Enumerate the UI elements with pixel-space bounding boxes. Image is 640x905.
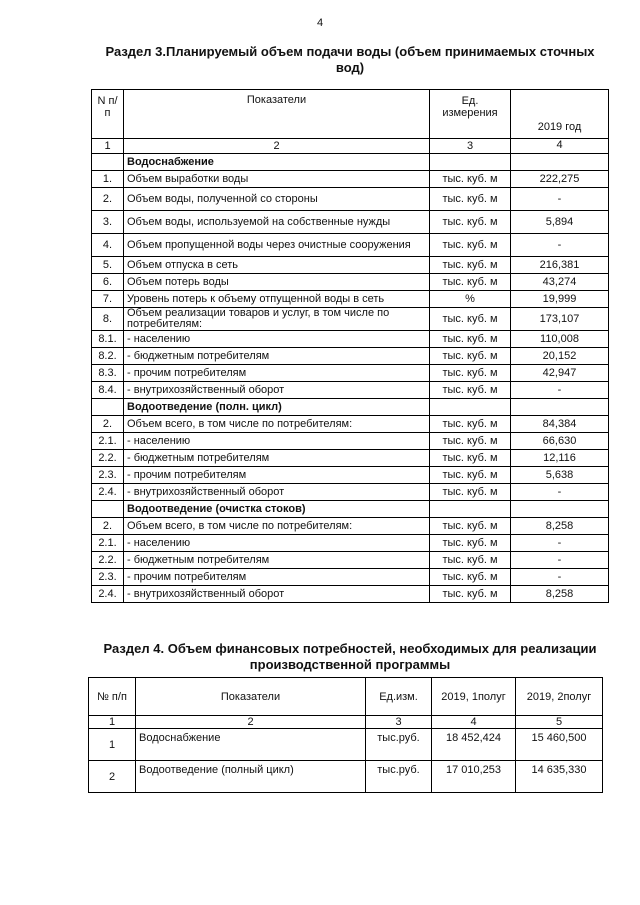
row-number (92, 399, 124, 416)
section-row (92, 399, 609, 416)
row-indicator: Водоснабжение (124, 154, 430, 171)
header-year: 2019 год (511, 90, 609, 139)
row-indicator: - прочим потребителям (124, 569, 430, 586)
page-number: 4 (316, 17, 324, 29)
col-number: 3 (366, 716, 432, 729)
financial-needs-table (88, 677, 603, 793)
row-second-half: 15 460,500 (516, 729, 603, 761)
row-value: - (511, 535, 609, 552)
col-number: 1 (89, 716, 136, 729)
table-row (92, 382, 609, 399)
row-indicator: - внутрихозяйственный оборот (124, 484, 430, 501)
header-first-half: 2019, 1полуг (432, 678, 516, 716)
row-number: 3. (92, 211, 124, 234)
row-value: - (511, 552, 609, 569)
row-number: 2.1. (92, 433, 124, 450)
row-indicator: Уровень потерь к объему отпущенной воды в сеть (124, 291, 430, 308)
header-num: N п/п (92, 90, 124, 139)
row-number: 2.1. (92, 535, 124, 552)
col-number: 2 (136, 716, 366, 729)
row-unit: тыс. куб. м (430, 365, 511, 382)
row-indicator: - внутрихозяйственный оборот (124, 382, 430, 399)
row-value: 43,274 (511, 274, 609, 291)
row-indicator: - прочим потребителям (124, 365, 430, 382)
table-row (92, 211, 609, 234)
row-first-half: 17 010,253 (432, 761, 516, 793)
table-row (92, 365, 609, 382)
row-value: 222,275 (511, 171, 609, 188)
table-row (92, 467, 609, 484)
row-value: - (511, 234, 609, 257)
table-row (92, 331, 609, 348)
row-number: 2.4. (92, 484, 124, 501)
row-unit: тыс. куб. м (430, 433, 511, 450)
row-unit: тыс. куб. м (430, 552, 511, 569)
row-number: 2.3. (92, 467, 124, 484)
row-indicator: - населению (124, 535, 430, 552)
row-number: 2. (92, 518, 124, 535)
header-unit: Ед. измерения (430, 90, 511, 139)
row-indicator: - бюджетным потребителям (124, 348, 430, 365)
row-unit: тыс. куб. м (430, 188, 511, 211)
row-value: - (511, 382, 609, 399)
row-value (511, 501, 609, 518)
header-second-half: 2019, 2полуг (516, 678, 603, 716)
row-number: 4. (92, 234, 124, 257)
col-number: 3 (430, 139, 511, 154)
col-number: 5 (516, 716, 603, 729)
table-row (92, 348, 609, 365)
table-row (92, 308, 609, 331)
row-unit: тыс. куб. м (430, 308, 511, 331)
row-unit: тыс. куб. м (430, 348, 511, 365)
row-number: 2. (92, 188, 124, 211)
row-value: 8,258 (511, 518, 609, 535)
row-value (511, 154, 609, 171)
row-number: 8.4. (92, 382, 124, 399)
row-unit: тыс. куб. м (430, 171, 511, 188)
row-indicator: - населению (124, 433, 430, 450)
row-indicator: Объем отпуска в сеть (124, 257, 430, 274)
table-row (92, 518, 609, 535)
row-unit: тыс. куб. м (430, 274, 511, 291)
col-number: 1 (92, 139, 124, 154)
row-unit: % (430, 291, 511, 308)
row-number: 8.3. (92, 365, 124, 382)
table-row (92, 484, 609, 501)
row-unit: тыс. куб. м (430, 257, 511, 274)
row-number: 7. (92, 291, 124, 308)
row-number: 2.2. (92, 552, 124, 569)
row-number: 2 (89, 761, 136, 793)
row-unit (430, 399, 511, 416)
table-row (89, 761, 603, 793)
row-number: 2. (92, 416, 124, 433)
row-indicator: Объем пропущенной воды через очистные сооружения (124, 234, 430, 257)
row-unit: тыс.руб. (366, 761, 432, 793)
row-indicator: Объем всего, в том числе по потребителям: (124, 518, 430, 535)
row-unit (430, 154, 511, 171)
row-value: 42,947 (511, 365, 609, 382)
section4-title: Раздел 4. Объем финансовых потребностей, необходимых для реализации производственной программы (103, 641, 597, 672)
row-second-half: 14 635,330 (516, 761, 603, 793)
row-unit (430, 501, 511, 518)
row-value: - (511, 484, 609, 501)
section-row (92, 501, 609, 518)
header-num: № п/п (89, 678, 136, 716)
table-row (92, 291, 609, 308)
row-indicator: Объем воды, полученной со стороны (124, 188, 430, 211)
row-number (92, 501, 124, 518)
row-value: 19,999 (511, 291, 609, 308)
row-indicator: Водоснабжение (136, 729, 366, 761)
row-unit: тыс. куб. м (430, 416, 511, 433)
row-value: - (511, 569, 609, 586)
row-unit: тыс. куб. м (430, 234, 511, 257)
row-unit: тыс. куб. м (430, 518, 511, 535)
row-unit: тыс. куб. м (430, 535, 511, 552)
header-indicator: Показатели (136, 678, 366, 716)
row-number: 1 (89, 729, 136, 761)
row-value: 173,107 (511, 308, 609, 331)
row-indicator: Объем воды, используемой на собственные нужды (124, 211, 430, 234)
row-number: 5. (92, 257, 124, 274)
row-number: 6. (92, 274, 124, 291)
table-row (92, 450, 609, 467)
row-value: 5,894 (511, 211, 609, 234)
row-unit: тыс. куб. м (430, 467, 511, 484)
row-indicator: - бюджетным потребителям (124, 552, 430, 569)
col-number: 2 (124, 139, 430, 154)
table-row (92, 234, 609, 257)
row-value: 216,381 (511, 257, 609, 274)
row-value (511, 399, 609, 416)
row-indicator: Объем выработки воды (124, 171, 430, 188)
table-row (92, 188, 609, 211)
water-volume-table (91, 89, 609, 603)
row-indicator: Объем всего, в том числе по потребителям: (124, 416, 430, 433)
row-number: 8.1. (92, 331, 124, 348)
row-unit: тыс. куб. м (430, 484, 511, 501)
col-number: 4 (511, 139, 609, 154)
table-row (92, 257, 609, 274)
row-indicator: Водоотведение (полн. цикл) (124, 399, 430, 416)
row-value: 12,116 (511, 450, 609, 467)
section3-title: Раздел 3.Планируемый объем подачи воды (объем принимаемых сточных вод) (105, 44, 595, 75)
row-unit: тыс. куб. м (430, 331, 511, 348)
row-unit: тыс.руб. (366, 729, 432, 761)
row-unit: тыс. куб. м (430, 382, 511, 399)
row-value: 66,630 (511, 433, 609, 450)
row-value: 5,638 (511, 467, 609, 484)
row-value: 84,384 (511, 416, 609, 433)
table-row (92, 416, 609, 433)
table-row (92, 171, 609, 188)
row-value: 110,008 (511, 331, 609, 348)
row-indicator: - внутрихозяйственный оборот (124, 586, 430, 603)
row-indicator: - прочим потребителям (124, 467, 430, 484)
row-indicator: Объем реализации товаров и услуг, в том числе по потребителям: (124, 308, 430, 331)
row-indicator: Водоотведение (очистка стоков) (124, 501, 430, 518)
row-indicator: - бюджетным потребителям (124, 450, 430, 467)
header-indicator: Показатели (124, 90, 430, 139)
row-number (92, 154, 124, 171)
row-unit: тыс. куб. м (430, 211, 511, 234)
section-row (92, 154, 609, 171)
row-number: 1. (92, 171, 124, 188)
table-row (89, 729, 603, 761)
row-number: 2.2. (92, 450, 124, 467)
row-number: 8.2. (92, 348, 124, 365)
row-value: 8,258 (511, 586, 609, 603)
row-unit: тыс. куб. м (430, 586, 511, 603)
row-indicator: Объем потерь воды (124, 274, 430, 291)
table-row (92, 586, 609, 603)
row-unit: тыс. куб. м (430, 569, 511, 586)
row-unit: тыс. куб. м (430, 450, 511, 467)
row-number: 2.3. (92, 569, 124, 586)
table-row (92, 535, 609, 552)
row-value: 20,152 (511, 348, 609, 365)
table-row (92, 552, 609, 569)
table-row (92, 569, 609, 586)
row-first-half: 18 452,424 (432, 729, 516, 761)
header-unit: Ед.изм. (366, 678, 432, 716)
row-number: 2.4. (92, 586, 124, 603)
row-indicator: - населению (124, 331, 430, 348)
col-number: 4 (432, 716, 516, 729)
row-number: 8. (92, 308, 124, 331)
row-value: - (511, 188, 609, 211)
table-row (92, 274, 609, 291)
row-indicator: Водоотведение (полный цикл) (136, 761, 366, 793)
table-row (92, 433, 609, 450)
